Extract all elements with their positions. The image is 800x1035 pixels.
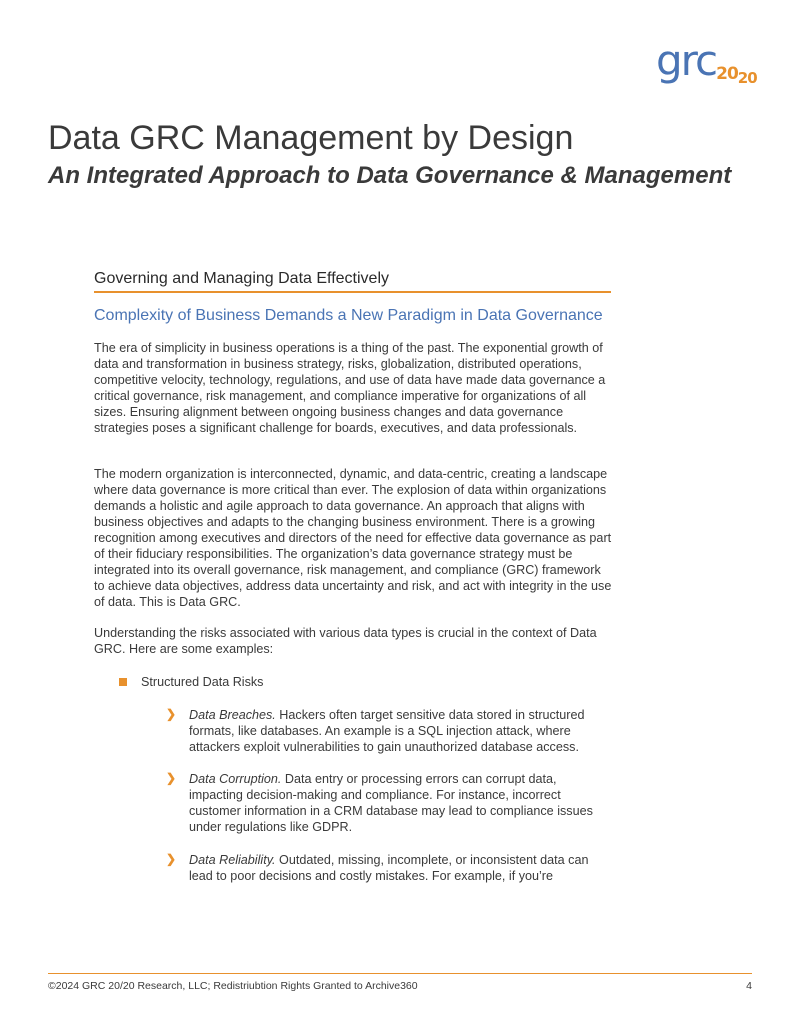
list-item: [166, 707, 606, 755]
chevron-right-icon: ❯: [166, 771, 177, 785]
list-item: [166, 852, 606, 884]
chevron-right-icon: ❯: [166, 707, 177, 721]
document-title: Data GRC Management by Design: [48, 119, 574, 157]
logo-number-1: 20: [716, 64, 738, 84]
bullet-item: [119, 675, 263, 689]
grc2020-logo: [656, 36, 757, 87]
item-text: Hackers often target sensitive data stored in structured formats, like databases. An example is a SQL injection attack, where attackers exploit vulnerabilities to gain unauthorized database access.: [189, 708, 585, 754]
item-text: Outdated, missing, incomplete, or inconsistent data can lead to poor decisions and costly mistakes. For example, if you’re: [189, 853, 589, 883]
logo-text: grc: [656, 36, 717, 85]
footer-copyright: ©2024 GRC 20/20 Research, LLC; Redistriubtion Rights Granted to Archive360: [48, 980, 418, 992]
document-subtitle: An Integrated Approach to Data Governance & Management: [48, 162, 732, 189]
item-lead: Data Corruption.: [189, 772, 282, 786]
chevron-right-icon: ❯: [166, 852, 177, 866]
logo-number-2: 20: [737, 69, 757, 87]
page-number: 4: [746, 980, 752, 992]
section-heading: Governing and Managing Data Effectively: [94, 270, 611, 293]
paragraph-2: The modern organization is interconnected, dynamic, and data-centric, creating a landscape where data governance is more critical than ever. The explosion of data within organizations demands a holistic and agile approach to data governance. An approach that aligns with business objectives and adapts to the changing business environment. There is a growing recognition among executives and directors of the need for effective data governance as part of their fiduciary responsibilities. The organization’s data governance strategy must be integrated into its overall governance, risk management, and compliance (GRC) framework to achieve data objectives, address data uncertainty and risk, and act with integrity in the use of data. This is Data GRC.: [94, 467, 612, 609]
square-bullet-icon: [119, 678, 127, 686]
footer-divider: [48, 973, 752, 974]
item-lead: Data Reliability.: [189, 853, 276, 867]
subheading: Complexity of Business Demands a New Paradigm in Data Governance: [94, 307, 603, 324]
paragraph-1: The era of simplicity in business operations is a thing of the past. The exponential growth of data and transformation in business strategy, risks, globalization, distributed operations, competitive velocity, technology, regulations, and use of data have made data governance a critical governance, risk management, and compliance imperative for organizations of all sizes. Ensuring alignment between ongoing business changes and data governance strategies poses a significant challenge for boards, executives, and data professionals.: [94, 341, 606, 435]
list-item: [166, 771, 606, 835]
bullet-label: Structured Data Risks: [141, 675, 264, 689]
item-text: Data entry or processing errors can corrupt data, impacting decision-making and compliance. For instance, incorrect customer information in a CRM database may lead to compliance issues under regulations like GDPR.: [189, 772, 593, 834]
paragraph-3: Understanding the risks associated with various data types is crucial in the context of Data GRC. Here are some examples:: [94, 626, 597, 656]
item-lead: Data Breaches.: [189, 708, 276, 722]
